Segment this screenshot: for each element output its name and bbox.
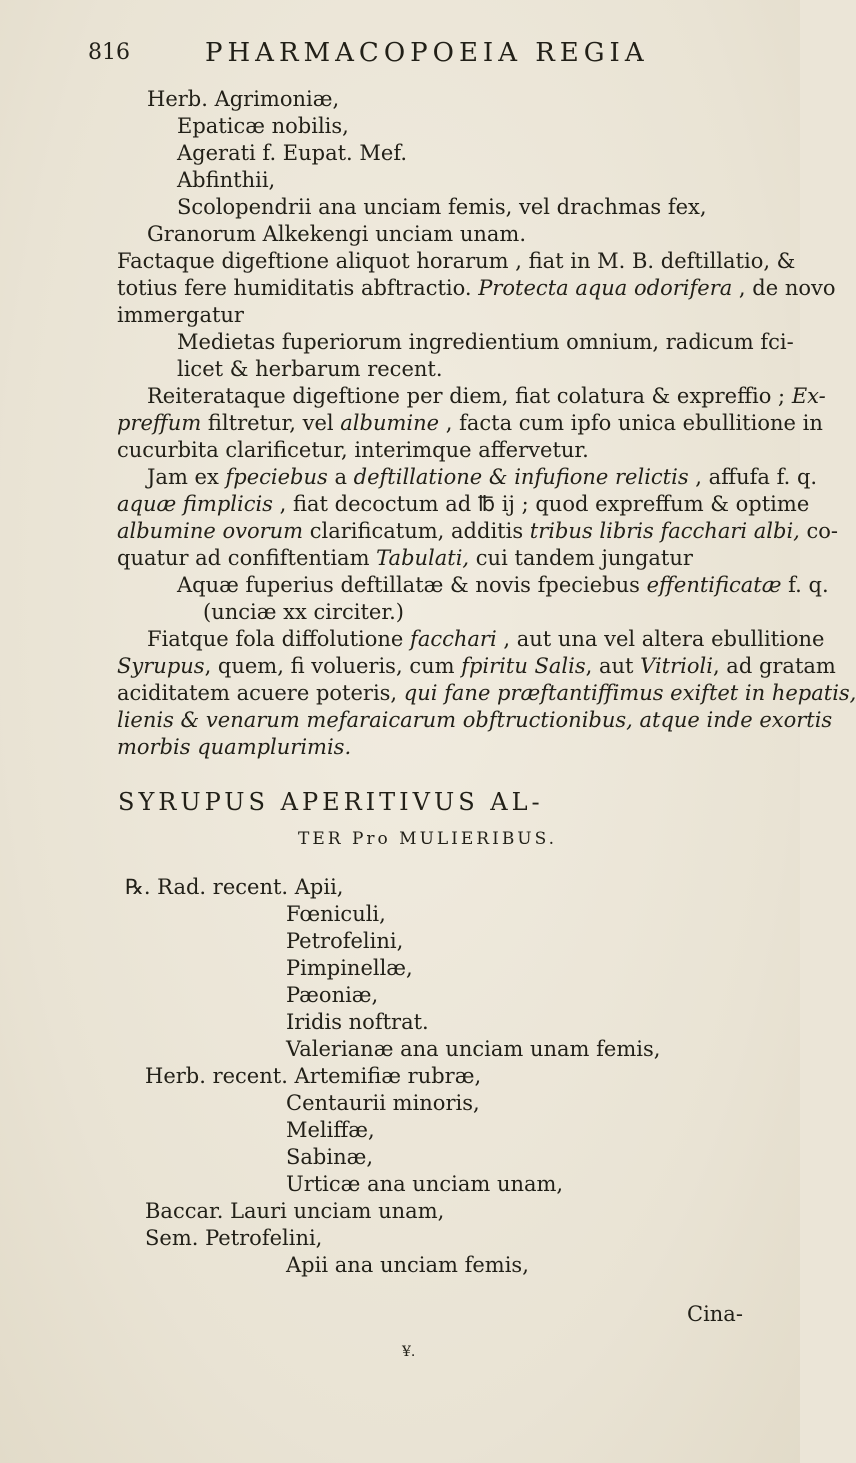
- text-line: cucurbita clarificetur, interimque affervetur.: [117, 438, 589, 462]
- recipe-line: Apii ana unciam femis,: [286, 1253, 529, 1277]
- text-line: Jam ex fpeciebus a deftillatione & infufione relictis , affufa f. q.: [147, 465, 818, 489]
- recipe-line: Petrofelini,: [286, 929, 404, 953]
- text-line: immergatur: [117, 303, 244, 327]
- text-line: Abfinthii,: [177, 168, 276, 192]
- running-title: PHARMACOPOEIA REGIA: [205, 38, 649, 68]
- text-line: licet & herbarum recent.: [177, 357, 443, 381]
- text-line: lienis & venarum mefaraicarum obftructionibus, atque inde exortis: [117, 708, 833, 732]
- signature-mark: ¥.: [402, 1344, 416, 1360]
- recipe-line: Pæoniæ,: [286, 983, 379, 1007]
- recipe-line: ℞. Rad. recent. Apii,: [125, 875, 344, 899]
- text-line: aquæ fimplicis , fiat decoctum ad ℔ ij ; quod expreffum & optime: [117, 492, 810, 516]
- text-line: Factaque digeftione aliquot horarum , fiat in M. B. deftillatio, &: [117, 249, 796, 273]
- text-line: totius fere humiditatis abftractio. Protecta aqua odorifera , de novo: [117, 276, 836, 300]
- text-line: Agerati f. Eupat. Mef.: [177, 141, 408, 165]
- text-line: Reiterataque digeftione per diem, fiat colatura & expreffio ; Ex-: [147, 384, 826, 408]
- text-line: Medietas fuperiorum ingredientium omnium, radicum fci-: [177, 330, 794, 354]
- text-line: preffum filtretur, vel albumine , facta cum ipfo unica ebullitione in: [117, 411, 823, 435]
- text-line: (unciæ xx circiter.): [203, 600, 404, 624]
- text-line: Granorum Alkekengi unciam unam.: [147, 222, 526, 246]
- page-number: 816: [88, 40, 130, 65]
- recipe-line: Pimpinellæ,: [286, 956, 413, 980]
- recipe-line: Sabinæ,: [286, 1145, 374, 1169]
- recipe-line: Valerianæ ana unciam unam femis,: [286, 1037, 661, 1061]
- section-subtitle: TER Pro MULIERIBUS.: [298, 829, 558, 849]
- text-line: Syrupus, quem, fi volueris, cum fpiritu Salis, aut Vitrioli, ad gratam: [117, 654, 836, 678]
- text-line: Fiatque fola diffolutione facchari , aut una vel altera ebullitione: [147, 627, 825, 651]
- catchword: Cina-: [687, 1302, 743, 1326]
- recipe-line: Baccar. Lauri unciam unam,: [145, 1199, 445, 1223]
- recipe-line: Herb. recent. Artemifiæ rubræ,: [145, 1064, 482, 1088]
- text-line: Aquæ fuperius deftillatæ & novis fpeciebus effentificatæ f. q.: [177, 573, 829, 597]
- text-line: morbis quamplurimis.: [117, 735, 352, 759]
- text-line: Scolopendrii ana unciam femis, vel drachmas fex,: [177, 195, 707, 219]
- section-title: SYRUPUS APERITIVUS AL-: [118, 788, 544, 816]
- recipe-line: Iridis noftrat.: [286, 1010, 429, 1034]
- recipe-line: Centaurii minoris,: [286, 1091, 480, 1115]
- recipe-line: Fœniculi,: [286, 902, 386, 926]
- recipe-line: Sem. Petrofelini,: [145, 1226, 323, 1250]
- text-line: Epaticæ nobilis,: [177, 114, 349, 138]
- text-line: quatur ad confiftentiam Tabulati, cui tandem jungatur: [117, 546, 693, 570]
- recipe-line: Urticæ ana unciam unam,: [286, 1172, 564, 1196]
- text-line: Herb. Agrimoniæ,: [147, 87, 340, 111]
- text-line: aciditatem acuere poteris, qui fane præftantiffimus exiftet in hepatis,: [117, 681, 856, 705]
- recipe-line: Meliffæ,: [286, 1118, 375, 1142]
- text-line: albumine ovorum clarificatum, additis tribus libris facchari albi, co-: [117, 519, 839, 543]
